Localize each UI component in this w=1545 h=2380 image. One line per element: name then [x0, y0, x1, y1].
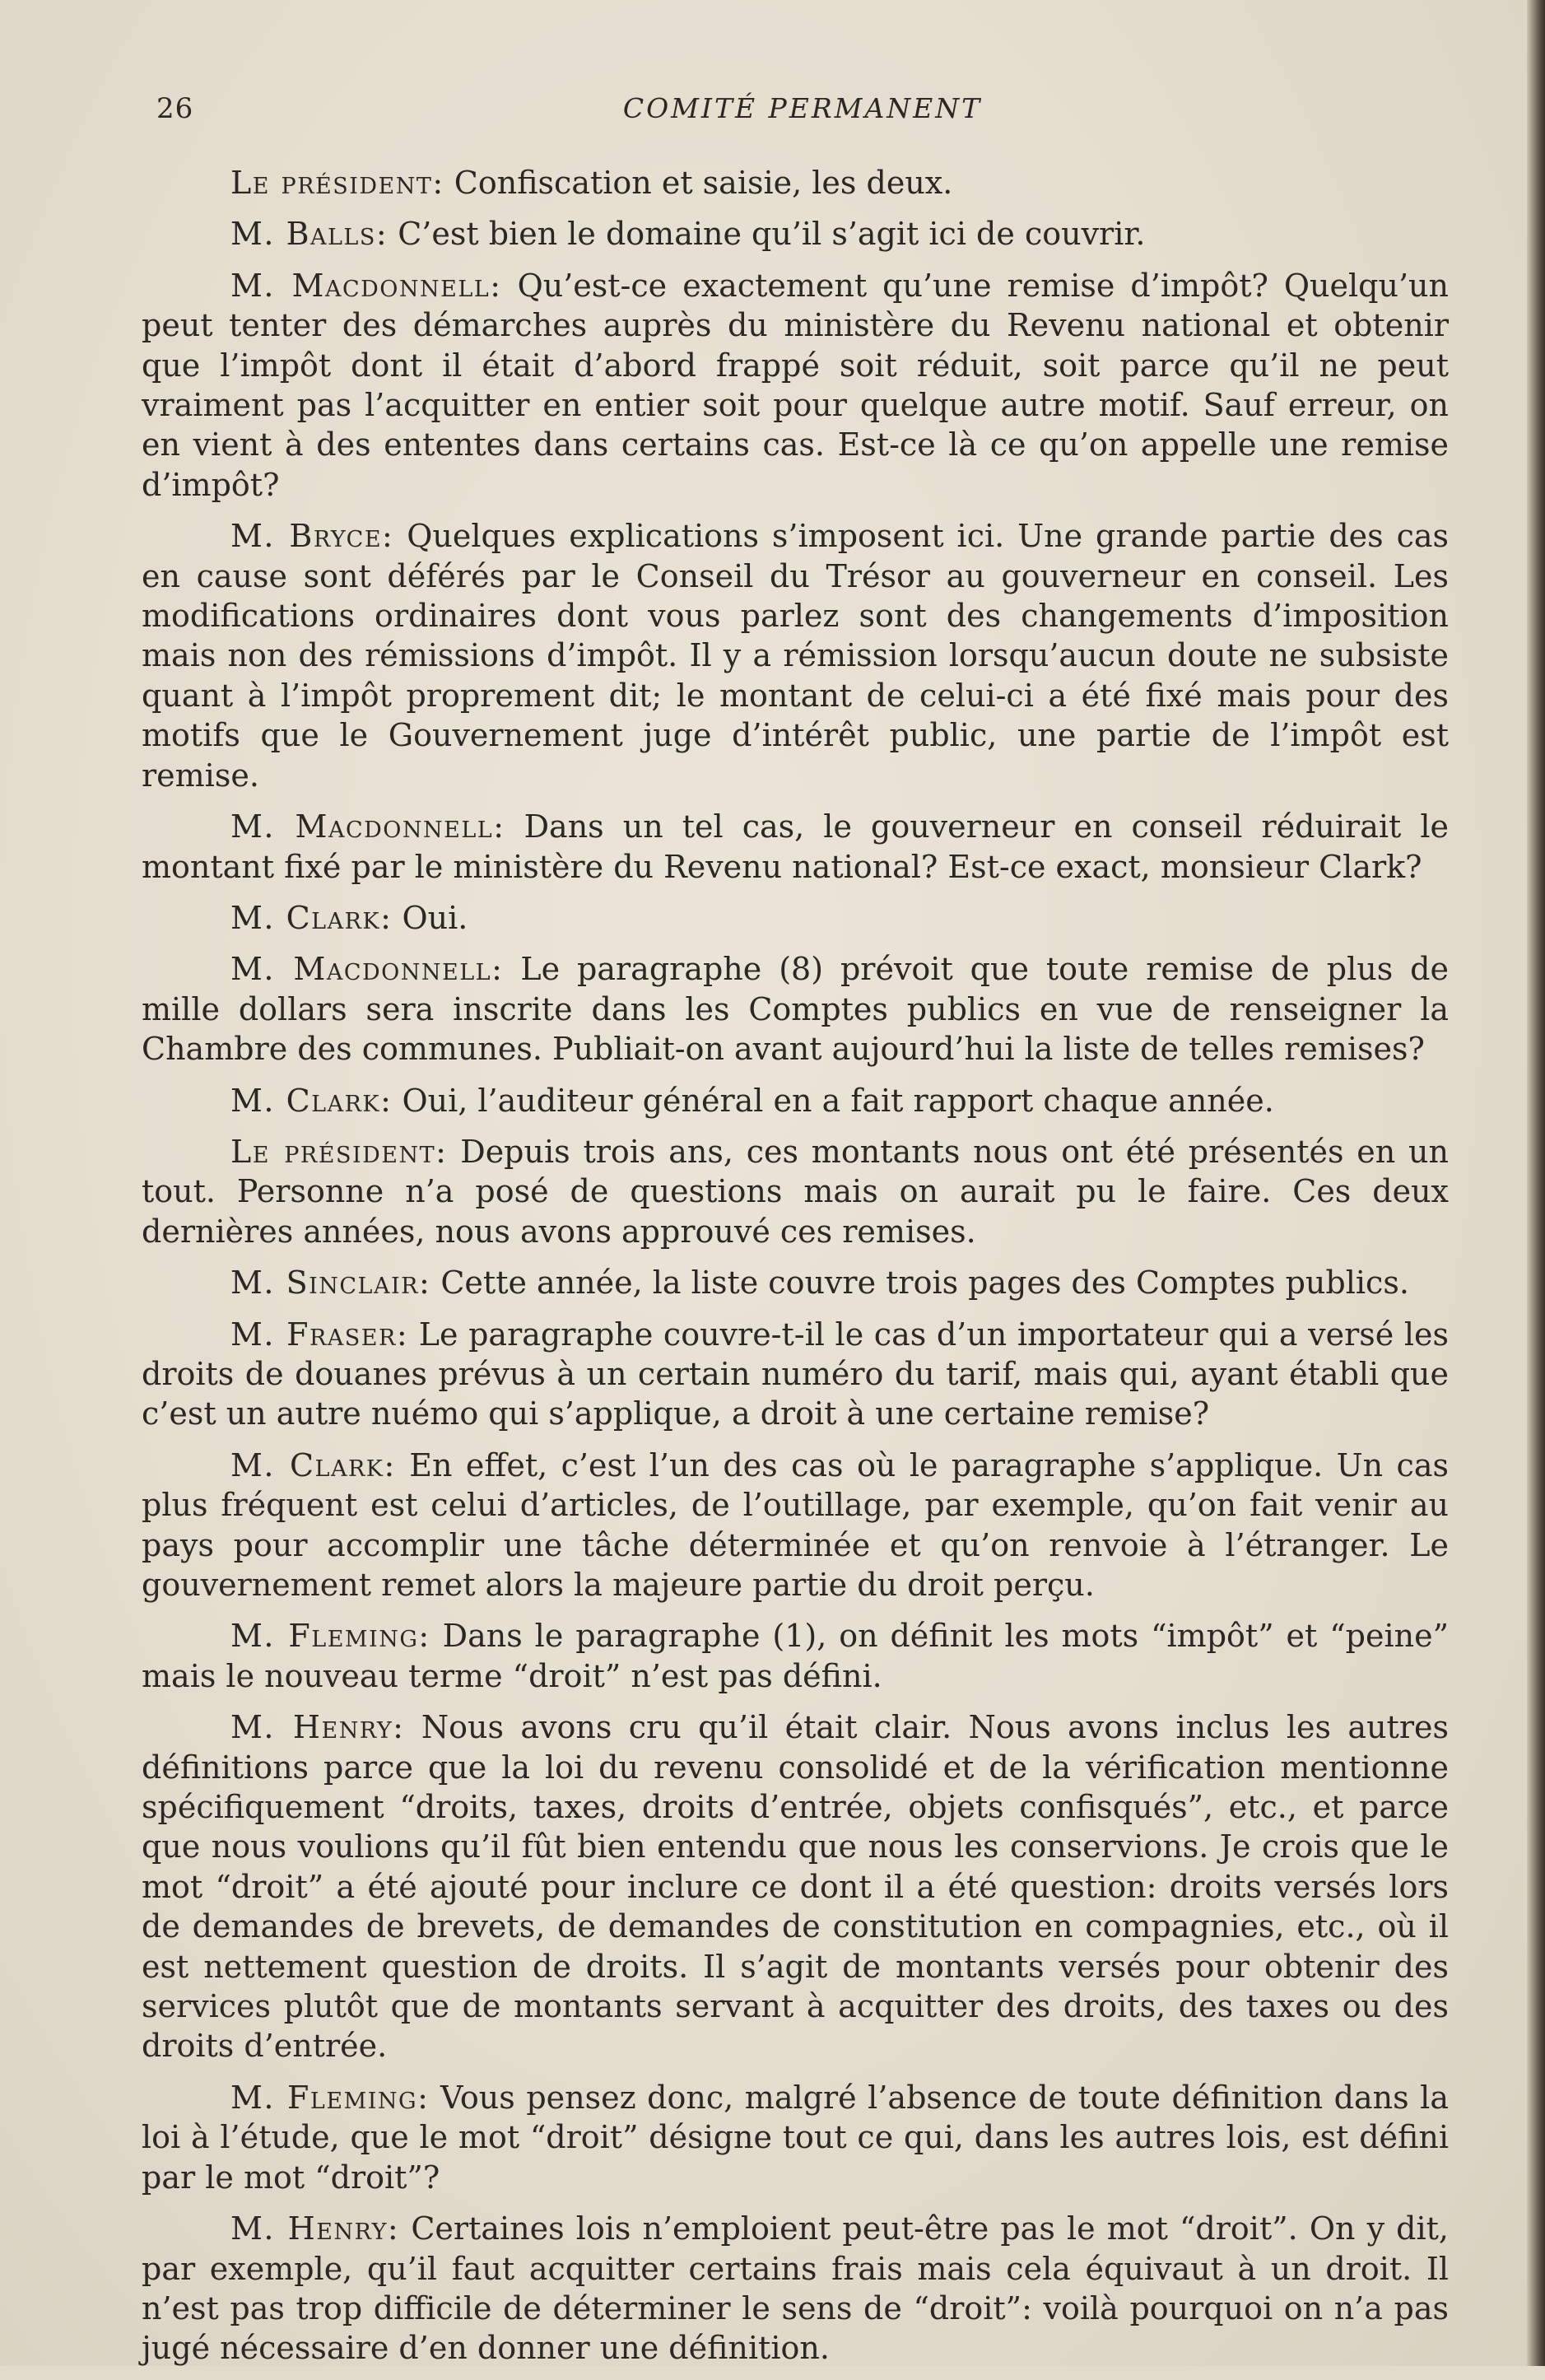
speaker-name: M. Clark:	[230, 1446, 396, 1483]
speaker-name: M. Macdonnell:	[230, 808, 505, 845]
speaker-name: M. Clark:	[230, 1082, 393, 1119]
speaker-name: M. Sinclair:	[230, 1265, 431, 1302]
transcript-paragraph	[142, 898, 1449, 938]
transcript-paragraph	[142, 1081, 1449, 1120]
speaker-name: Le président:	[230, 165, 444, 201]
speech-text: Cette année, la liste couvre trois pages des Comptes publics.	[430, 1265, 1409, 1302]
binding-edge	[1527, 0, 1545, 2366]
transcript-paragraph	[142, 516, 1449, 795]
transcript-paragraph	[142, 1616, 1449, 1696]
speech-text: Dans un tel cas, le gouverneur en conseil réduirait le montant fixé par le ministère du Revenu national? Est-ce exact, monsieur Clark?	[142, 808, 1450, 885]
running-head	[156, 92, 1449, 142]
transcript-paragraph	[142, 1315, 1449, 1434]
speaker-name: M. Bryce:	[230, 518, 394, 555]
speech-text: C’est bien le domaine qu’il s’agit ici de couvrir.	[388, 216, 1146, 253]
transcript-paragraph	[142, 2209, 1449, 2368]
page-number: 26	[156, 92, 194, 125]
speaker-name: M. Fleming:	[230, 2079, 430, 2116]
speech-text: Dans le paragraphe (1), on définit les mots “impôt” et “peine” mais le nouveau terme “droit” n’est pas défini.	[142, 1618, 1449, 1694]
transcript-paragraph	[142, 1263, 1449, 1302]
speech-text: Quelques explications s’imposent ici. Une grande partie des cas en cause sont déférés par le Conseil du Trésor au gouverneur en conseil. Les modifications ordinaires dont vous parlez sont des changements d’imposition mais non des rémissions d’impôt. Il y a rémission lorsqu’aucun doute ne subsiste quant à l’impôt proprement dit; le montant de celui-ci a été fixé mais pour des motifs que le Gouvernement juge d’intérêt public, une partie de l’impôt est remise.	[142, 518, 1450, 794]
running-title: COMITÉ PERMANENT	[622, 92, 983, 124]
speaker-name: M. Macdonnell:	[230, 951, 504, 988]
speaker-name: M. Fleming:	[230, 1618, 430, 1655]
speech-text: Depuis trois ans, ces montants nous ont été présentés en un tout. Personne n’a posé de questions mais on aurait pu le faire. Ces deux dernières années, nous avons approuvé ces remises.	[142, 1133, 1450, 1250]
speaker-name: M. Henry:	[230, 1709, 405, 1746]
speaker-name: Le président:	[230, 1133, 448, 1170]
transcript-paragraph	[142, 1446, 1449, 1605]
transcript-paragraph	[142, 214, 1449, 254]
speaker-name: M. Macdonnell:	[230, 267, 502, 304]
transcript-paragraph	[142, 1707, 1449, 2066]
speaker-name: M. Clark:	[230, 899, 393, 936]
speech-text: En effet, c’est l’un des cas où le paragraphe s’applique. Un cas plus fréquent est celui d’articles, de l’outillage, par exemple, qu’on fait venir au pays pour accomplir une tâche déterminée et qu’on renvoie à l’étranger. Le gouvernement remet alors la majeure partie du droit perçu.	[142, 1446, 1449, 1603]
speech-text: Qu’est-ce exactement qu’une remise d’impôt? Quelqu’un peut tenter des démarches auprès du ministère du Revenu national et obtenir que l’impôt dont il était d’abord frappé soit réduit, soit parce qu’il ne peut vraiment pas l’acquitter en entier soit pour quelque autre motif. Sauf erreur, on en vient à des ententes dans certains cas. Est-ce là ce qu’on appelle une remise d’impôt?	[142, 267, 1450, 503]
speech-text: Vous pensez donc, malgré l’absence de toute définition dans la loi à l’étude, que le mot “droit” désigne tout ce qui, dans les autres lois, est défini par le mot “droit”?	[142, 2079, 1449, 2196]
speech-text: Oui.	[392, 899, 468, 936]
transcript-body	[142, 163, 1449, 2380]
transcript-paragraph	[142, 2078, 1449, 2197]
transcript-paragraph	[142, 807, 1449, 887]
speech-text: Le paragraphe (8) prévoit que toute remise de plus de mille dollars sera inscrite dans les Comptes publics en vue de renseigner la Chambre des communes. Publiait-on avant aujourd’hui la liste de telles remises?	[142, 951, 1449, 1068]
speech-text: Confiscation et saisie, les deux.	[444, 165, 953, 201]
speaker-name: M. Fraser:	[230, 1316, 409, 1353]
speech-text: Oui, l’auditeur général en a fait rapport chaque année.	[392, 1082, 1274, 1119]
speech-text: Le paragraphe couvre-t-il le cas d’un importateur qui a versé les droits de douanes prévus à un certain numéro du tarif, mais qui, ayant établi que c’est un autre nuémo qui s’applique, a droit à une certaine remise?	[142, 1316, 1449, 1432]
speech-text: Certaines lois n’emploient peut-être pas le mot “droit”. On y dit, par exemple, qu’il faut acquitter certains frais mais cela équivaut à un droit. Il n’est pas trop difficile de déterminer le sens de “droit”: voilà pourquoi on n’a pas jugé nécessaire d’en donner une définition.	[142, 2210, 1449, 2367]
speaker-name: M. Balls:	[230, 216, 389, 253]
transcript-paragraph	[142, 1132, 1449, 1251]
speaker-name: M. Henry:	[230, 2210, 400, 2247]
transcript-paragraph	[142, 949, 1449, 1069]
transcript-paragraph	[142, 163, 1449, 203]
speech-text: Nous avons cru qu’il était clair. Nous avons inclus les autres définitions parce que la loi du revenu consolidé et de la vérification mentionne spécifiquement “droits, taxes, droits d’entrée, objets confisqués”, etc., et parce que nous voulions qu’il fût bien entendu que nous les conservions. Je crois que le mot “droit” a été ajouté pour inclure ce dont il a été question: droits versés lors de demandes de brevets, de demandes de constitution en compagnies, etc., où il est nettement question de droits. Il s’agit de montants versés pour obtenir des services plutôt que de montants servant à acquitter des droits, des taxes ou des droits d’entrée.	[142, 1709, 1449, 2065]
transcript-paragraph	[142, 266, 1449, 505]
